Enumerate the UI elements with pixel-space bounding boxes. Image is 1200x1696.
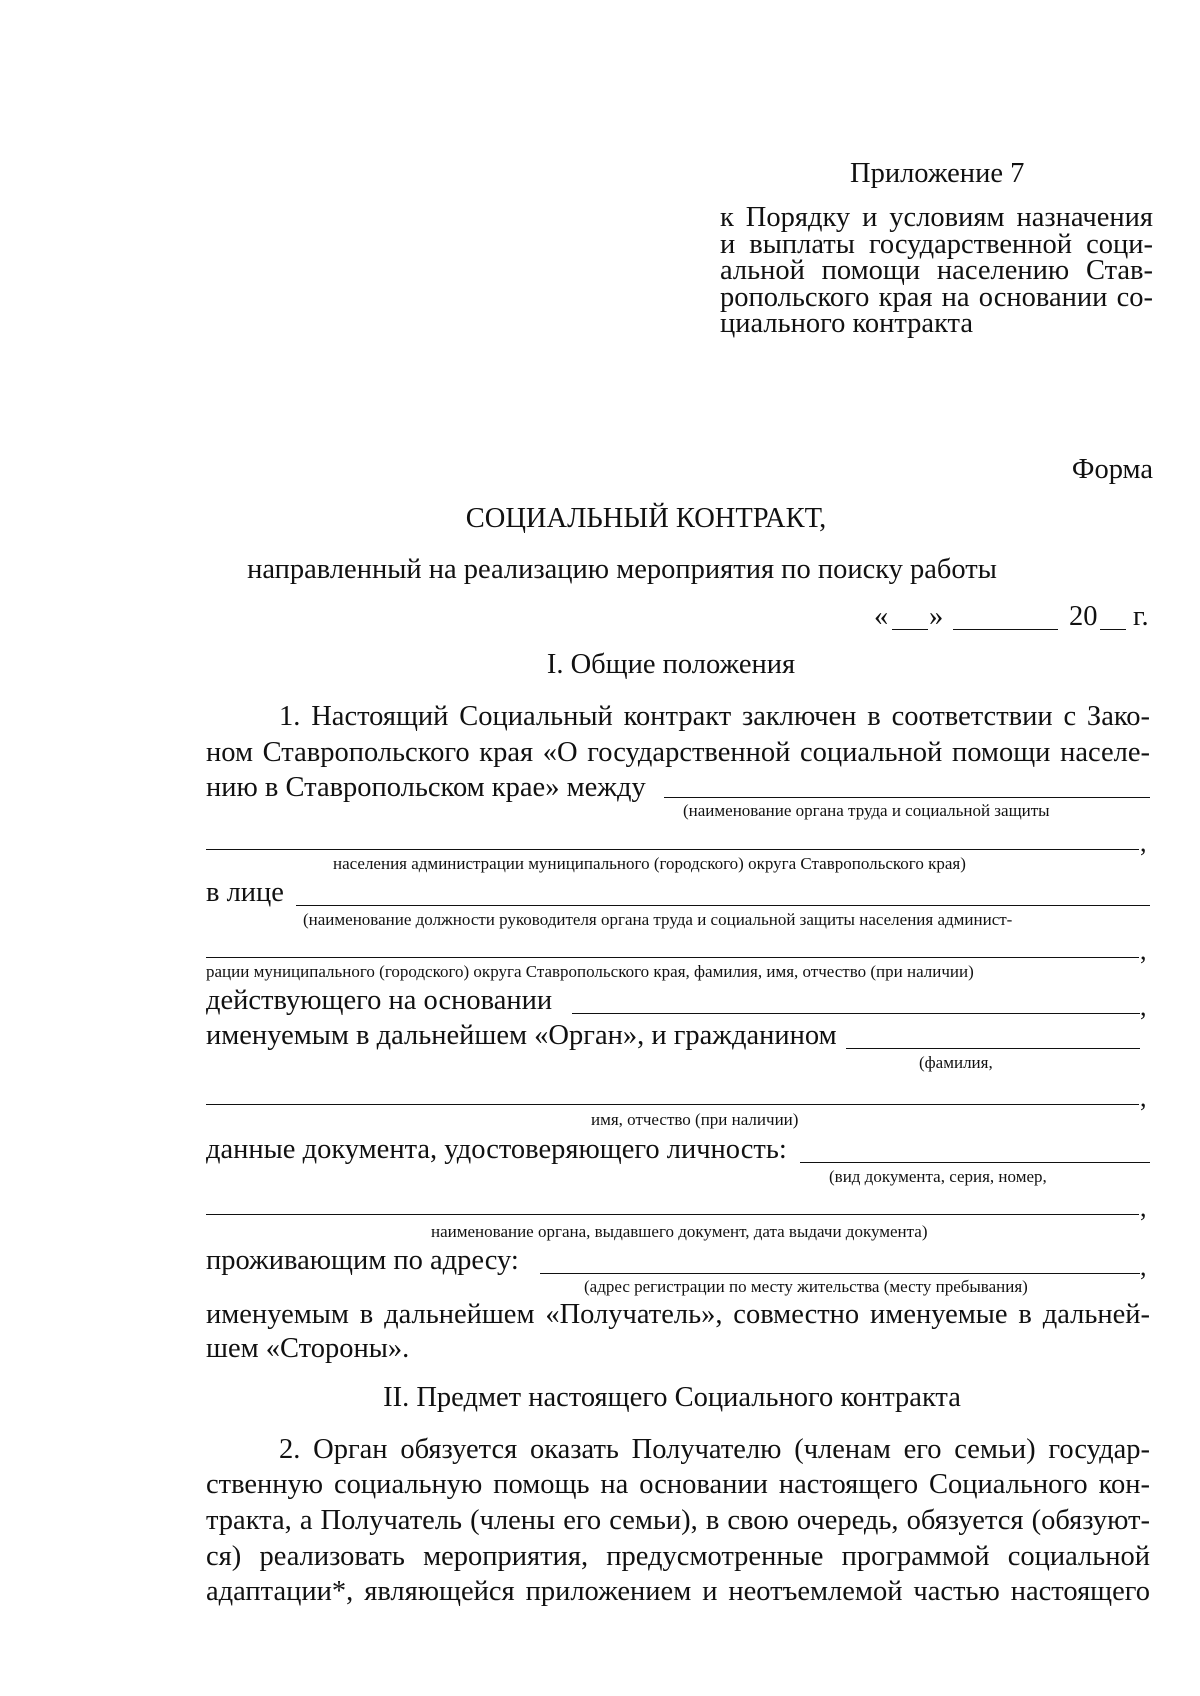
acting-basis-label: действующего на основании (206, 985, 553, 1016)
appendix-line: к Порядку и условиям назначения (720, 202, 1153, 233)
para2-line: адаптации*, являющейся приложением и неотъемлемой частью настоящего (206, 1576, 1150, 1607)
hint-doc-issuer: наименование органа, выдавшего документ, дата выдачи документа) (431, 1222, 928, 1241)
organ-name-field[interactable] (664, 797, 1150, 798)
hint-doc-type: (вид документа, серия, номер, (829, 1167, 1047, 1186)
hint-organ: населения администрации муниципального (городского) округа Ставропольского края) (333, 854, 966, 873)
hint-position: (наименование должности руководителя органа труда и социальной защиты населения админист- (303, 910, 1013, 929)
section-1-heading: I. Общие положения (546, 649, 796, 680)
address-label: проживающим по адресу: (206, 1245, 519, 1276)
address-field[interactable] (540, 1273, 1140, 1274)
appendix-line: альной помощи населению Став- (720, 255, 1153, 286)
year-prefix: 20 (1069, 601, 1098, 632)
appendix-line: циального контракта (720, 308, 974, 339)
month-field[interactable] (953, 629, 1058, 630)
document-title: СОЦИАЛЬНЫЙ КОНТРАКТ, (465, 503, 827, 534)
form-label: Форма (1071, 454, 1153, 485)
hint-organ: (наименование органа труда и социальной защиты (683, 801, 1050, 820)
hint-position: рации муниципального (городского) округа Ставропольского края, фамилия, имя, отчество (при наличии) (206, 962, 974, 981)
hint-name: имя, отчество (при наличии) (591, 1110, 799, 1129)
comma: , (1140, 992, 1147, 1021)
organ-named-label: именуемым в дальнейшем «Орган», и гражданином (206, 1020, 837, 1051)
para2-line: 2. Орган обязуется оказать Получателю (членам его семьи) государ- (279, 1434, 1150, 1465)
section-2-heading: II. Предмет настоящего Социального контракта (383, 1382, 961, 1413)
position-field-cont[interactable] (206, 957, 1139, 958)
para2-line: тракта, а Получатель (члены его семьи), в свою очередь, обязуется (обязуют- (206, 1505, 1150, 1536)
para1-line: ном Ставропольского края «О государственной социальной помощи населе- (206, 737, 1150, 768)
in-person-label: в лице (206, 877, 284, 908)
hint-surname: (фамилия, (919, 1053, 993, 1072)
appendix-title: Приложение 7 (850, 158, 1025, 189)
comma: , (1140, 1252, 1147, 1281)
comma: , (1140, 1083, 1147, 1112)
appendix-line: ропольского края на основании со- (720, 281, 1153, 313)
comma: , (1140, 828, 1147, 857)
id-doc-field-cont[interactable] (206, 1214, 1139, 1215)
id-doc-label: данные документа, удостоверяющего личность: (206, 1134, 787, 1165)
appendix-reference (720, 202, 1153, 339)
year-suffix: г. (1133, 601, 1149, 632)
comma: , (1140, 936, 1147, 965)
citizen-name-field[interactable] (206, 1104, 1139, 1105)
para2-line: ственную социальную помощь на основании настоящего Социального кон- (206, 1469, 1150, 1500)
year-field[interactable] (1100, 629, 1126, 630)
para1-line: нию в Ставропольском крае» между (206, 772, 646, 803)
day-field[interactable] (892, 629, 928, 630)
appendix-line: и выплаты государственной соци- (720, 228, 1153, 260)
date-close-quote: » (929, 601, 944, 632)
date-open-quote: « (874, 601, 889, 632)
hint-address: (адрес регистрации по месту жительства (месту пребывания) (584, 1277, 1028, 1296)
position-field[interactable] (296, 905, 1150, 906)
id-doc-field[interactable] (800, 1162, 1150, 1163)
comma: , (1140, 1193, 1147, 1222)
recipient-line: именуемым в дальнейшем «Получатель», совместно именуемые в дальней- (206, 1299, 1150, 1330)
para2-line: ся) реализовать мероприятия, предусмотренные программой социальной (206, 1541, 1150, 1572)
para1-line: 1. Настоящий Социальный контракт заключен в соответствии с Зако- (279, 701, 1150, 732)
recipient-line: шем «Стороны». (206, 1333, 410, 1364)
organ-name-field-cont[interactable] (206, 849, 1139, 850)
document-subtitle: направленный на реализацию мероприятия по поиску работы (247, 554, 997, 585)
basis-field[interactable] (572, 1013, 1140, 1014)
citizen-surname-field[interactable] (846, 1048, 1140, 1049)
